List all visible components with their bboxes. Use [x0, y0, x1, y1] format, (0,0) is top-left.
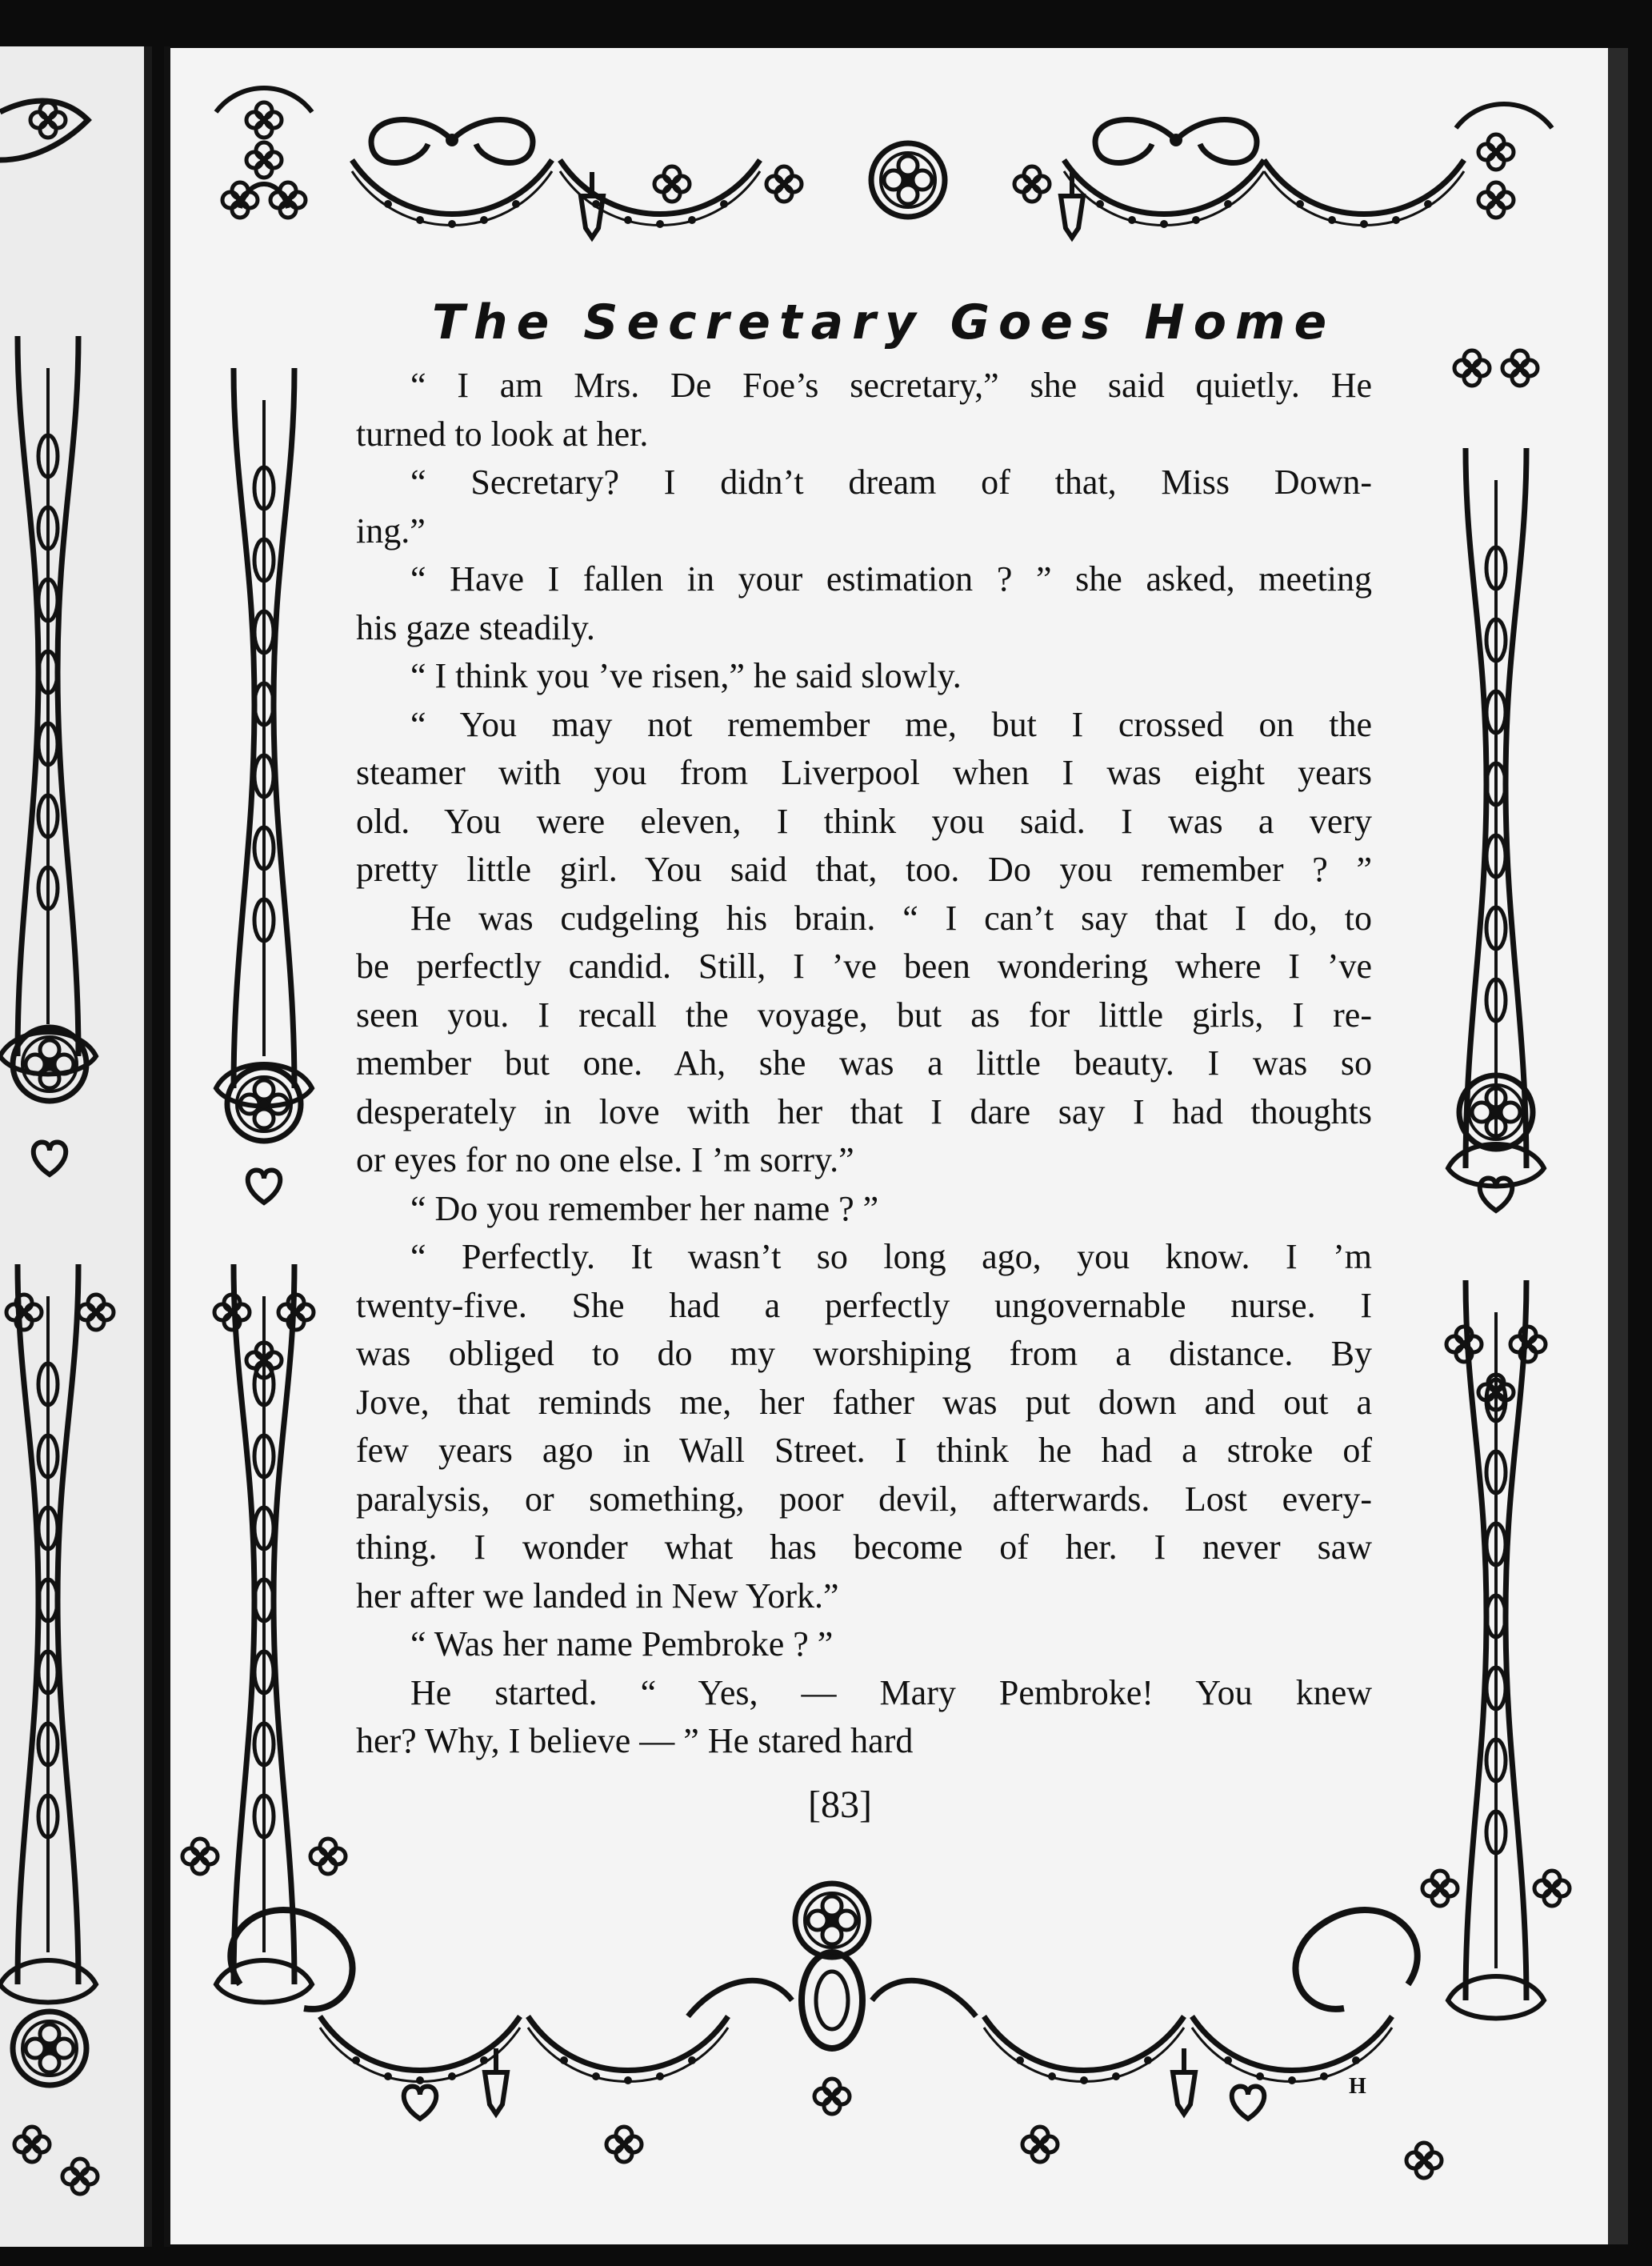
text-line: desperately in love with her that I dare say I had thoughts [356, 1091, 1372, 1131]
text-line: old. You were eleven, I think you said. I was a very [356, 801, 1372, 841]
text-line: “ Do you remember her name ? ” [410, 1188, 879, 1228]
text-line: her? Why, I believe — ” He stared hard [356, 1721, 914, 1760]
text-line: pretty little girl. You said that, too. Do you remember ? ” [356, 850, 1372, 889]
text-line: “ Perfectly. It wasn’t so long ago, you know. I ’m [410, 1237, 1372, 1276]
text-line: “ Secretary? I didn’t dream of that, Miss Down- [410, 462, 1372, 502]
illustrator-monogram: H [1349, 2074, 1366, 2099]
body-text [356, 362, 1372, 1766]
text-line: her after we landed in New York.” [356, 1575, 839, 1615]
text-line: He was cudgeling his brain. “ I can’t say that I do, to [410, 898, 1372, 938]
text-line: or eyes for no one else. I ’m sorry.” [356, 1140, 854, 1179]
page-number: [83] [808, 1784, 872, 1826]
text-line: He started. “ Yes, — Mary Pembroke! You knew [410, 1672, 1372, 1712]
text-line: thing. I wonder what has become of her. I never saw [356, 1527, 1372, 1567]
text-line: steamer with you from Liverpool when I was eight years [356, 753, 1372, 792]
text-line: be perfectly candid. Still, I ’ve been wondering where I ’ve [356, 947, 1372, 986]
text-line: twenty-five. She had a perfectly ungovernable nurse. I [356, 1285, 1372, 1325]
text-line: seen you. I recall the voyage, but as for little girls, I re- [356, 995, 1372, 1035]
text-line: ing.” [356, 510, 426, 550]
text-line: turned to look at her. [356, 414, 649, 454]
text-line: “ Was her name Pembroke ? ” [410, 1624, 834, 1663]
text-line: few years ago in Wall Street. I think he had a stroke of [356, 1431, 1372, 1470]
text-line: Jove, that reminds me, her father was put down and out a [356, 1382, 1372, 1422]
text-line: paralysis, or something, poor devil, afterwards. Lost every- [356, 1479, 1372, 1519]
text-line: “ Have I fallen in your estimation ? ” she asked, meeting [410, 559, 1372, 599]
text-line: his gaze steadily. [356, 607, 595, 647]
text-line: member but one. Ah, she was a little beauty. I was so [356, 1043, 1372, 1083]
text-line: “ I think you ’ve risen,” he said slowly. [410, 656, 962, 695]
text-line: was obliged to do my worshiping from a distance. By [356, 1334, 1372, 1373]
text-line: “ I am Mrs. De Foe’s secretary,” she said quietly. He [410, 366, 1372, 405]
page-title: The Secretary Goes Home [432, 294, 1336, 350]
text-line: “ You may not remember me, but I crossed on the [410, 704, 1372, 744]
